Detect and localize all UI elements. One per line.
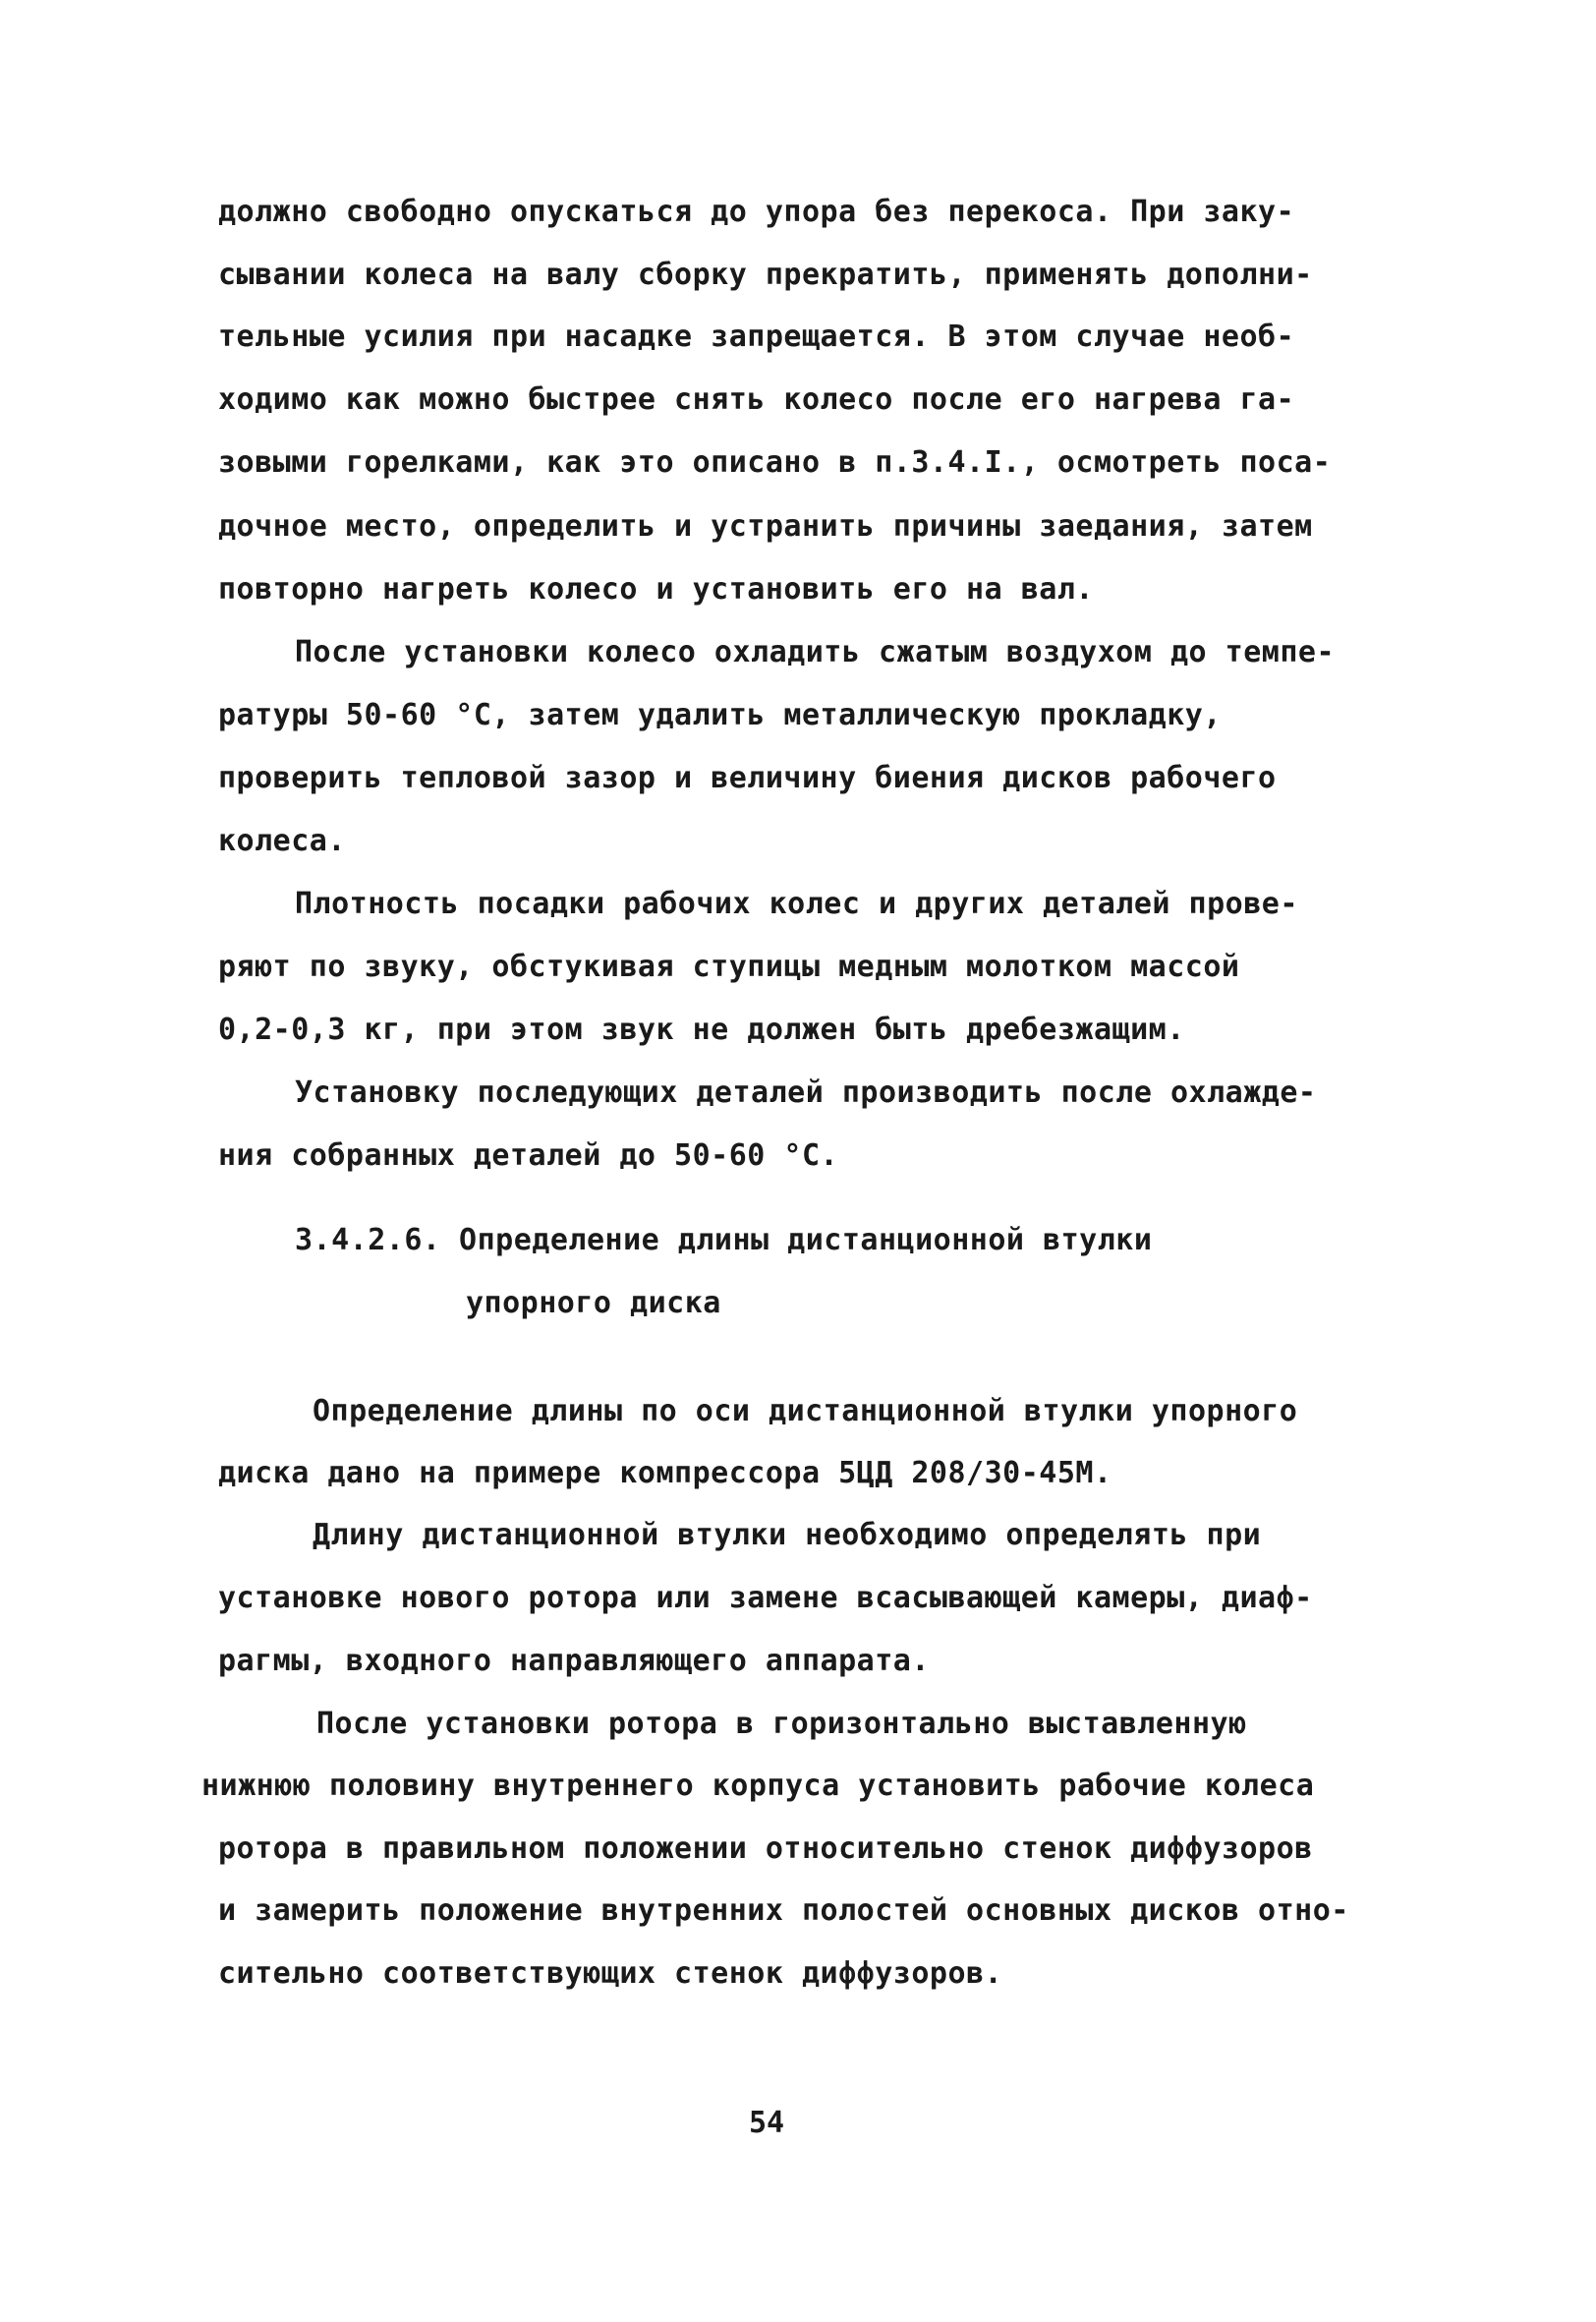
text-line: ния собранных деталей до 50-60 °С. [218, 1138, 839, 1173]
text-line: сительно соответствующих стенок диффузоров. [218, 1956, 1003, 1991]
text-line: должно свободно опускаться до упора без перекоса. При заку- [218, 195, 1295, 229]
text-line: ходимо как можно быстрее снять колесо после его нагрева га- [218, 382, 1295, 417]
text-line: проверить тепловой зазор и величину биения дисков рабочего [218, 761, 1277, 795]
text-line: ротора в правильном положении относительно стенок диффузоров [218, 1831, 1313, 1866]
text-line: дочное место, определить и устранить причины заедания, затем [218, 509, 1313, 544]
text-line: Определение длины по оси дистанционной втулки упорного [313, 1394, 1298, 1428]
text-line: ряют по звуку, обстукивая ступицы медным молотком массой [218, 950, 1240, 984]
text-line: установке нового ротора или замене всасывающей камеры, диаф- [218, 1581, 1313, 1615]
text-line: диска дано на примере компрессора 5ЦД 208/30-45М. [218, 1456, 1112, 1490]
text-line: 0,2-0,3 кг, при этом звук не должен быть дребезжащим. [218, 1013, 1185, 1047]
text-line: Плотность посадки рабочих колес и других деталей прове- [295, 887, 1298, 921]
text-line: сывании колеса на валу сборку прекратить, применять дополни- [218, 258, 1313, 292]
page-number: 54 [748, 2106, 785, 2140]
text-line: рагмы, входного направляющего аппарата. [218, 1644, 930, 1678]
text-line: зовыми горелками, как это описано в п.3.4.I., осмотреть поса- [218, 445, 1332, 480]
section-heading-continued: упорного диска [466, 1286, 721, 1320]
text-line: После установки ротора в горизонтально выставленную [316, 1707, 1247, 1741]
text-line: и замерить положение внутренних полостей основных дисков отно- [218, 1893, 1349, 1928]
text-line: ратуры 50-60 °С, затем удалить металлическую прокладку, [218, 698, 1222, 732]
text-line: колеса. [218, 824, 346, 858]
section-heading: 3.4.2.6. Определение длины дистанционной втулки [295, 1223, 1153, 1257]
text-line: нижнюю половину внутреннего корпуса установить рабочие колеса [201, 1769, 1315, 1803]
text-line: тельные усилия при насадке запрещается. В этом случае необ- [218, 319, 1295, 354]
text-line: Длину дистанционной втулки необходимо определять при [313, 1518, 1262, 1552]
text-line: Установку последующих деталей производить после охлажде- [295, 1075, 1317, 1110]
text-line: повторно нагреть колесо и установить его на вал. [218, 572, 1094, 607]
text-line: После установки колесо охладить сжатым воздухом до темпе- [295, 635, 1336, 669]
